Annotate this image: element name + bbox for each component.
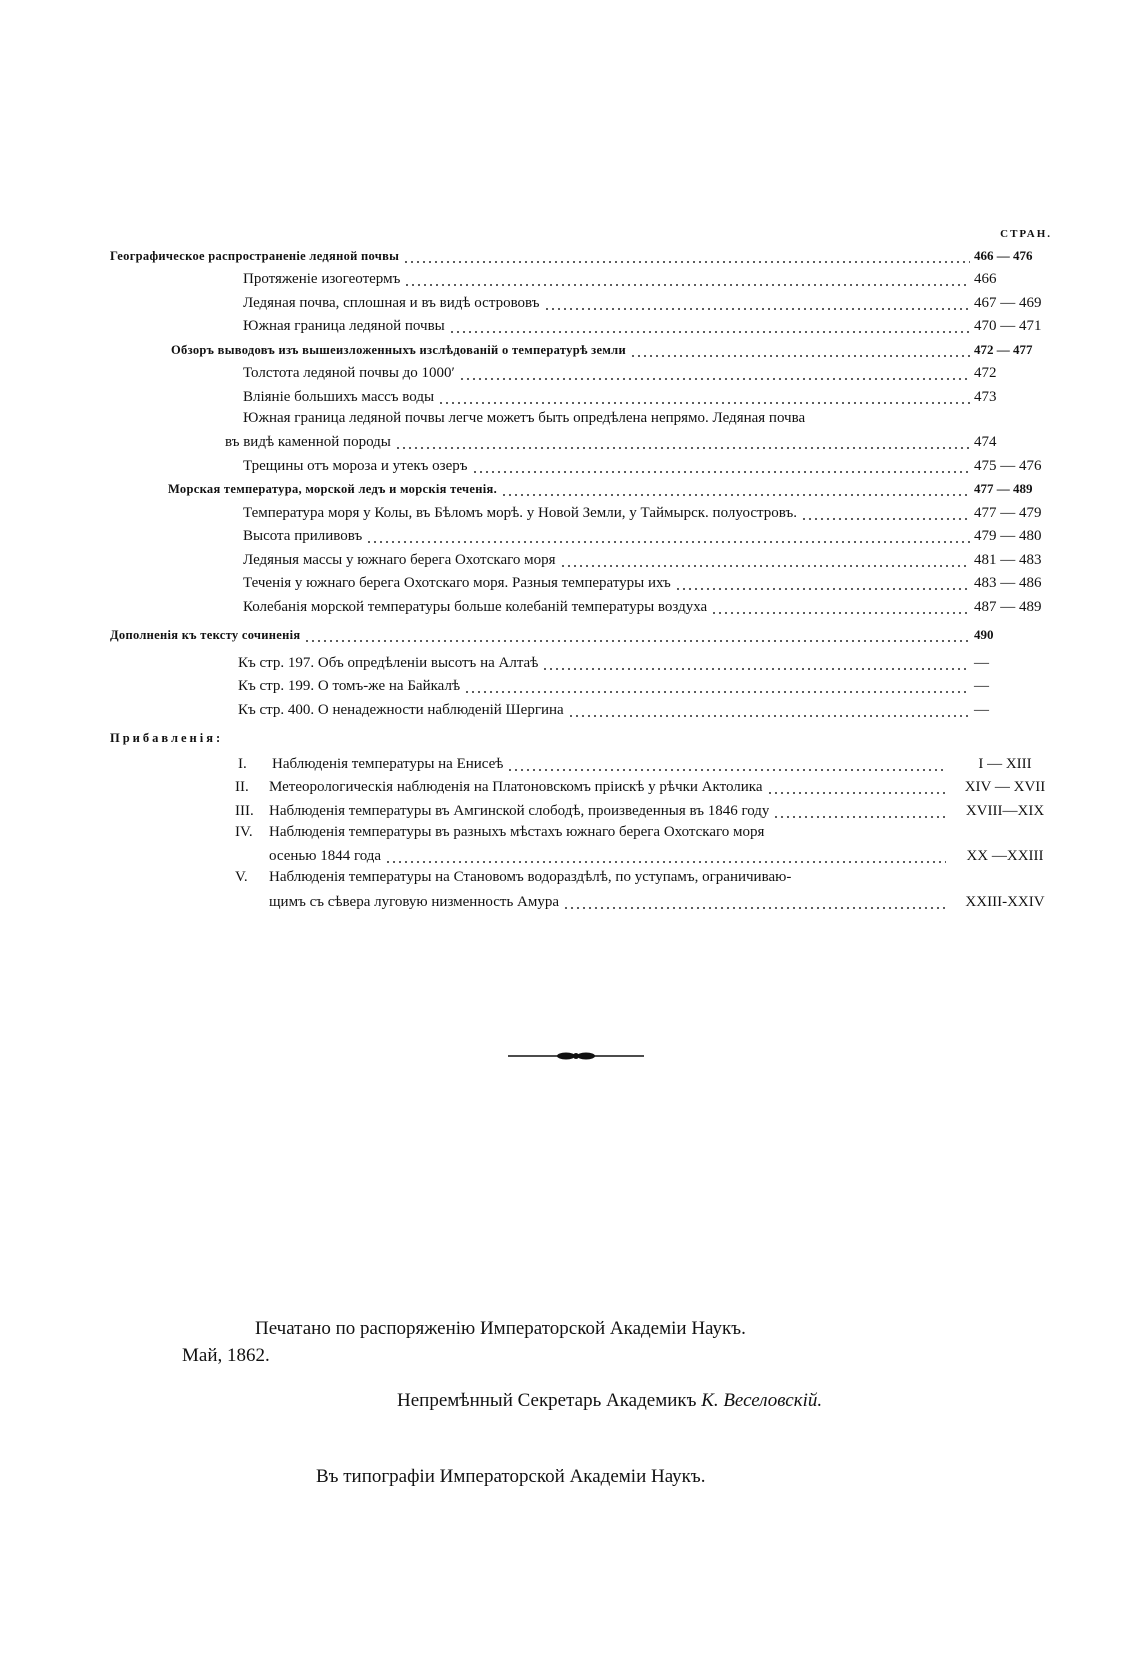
dot-leader xyxy=(560,550,970,570)
appendix-page-range: XXIII-XXIV xyxy=(965,893,1045,910)
toc-section xyxy=(110,476,1060,500)
secretary-signature-line xyxy=(397,1390,822,1412)
toc-entry-title: Къ стр. 400. О ненадежности наблюденій Шергина xyxy=(238,701,564,718)
dot-leader xyxy=(630,340,970,360)
table-of-contents xyxy=(110,226,1060,912)
toc-entry-title: Къ стр. 199. О томъ-же на Байкалѣ xyxy=(238,678,461,694)
toc-entry-title: Ледяная почва, сплошная и въ видѣ острововъ xyxy=(243,294,540,311)
toc-section-title: Морская температура, морской ледъ и морскія теченія. xyxy=(168,482,498,496)
toc-page-range: 472 xyxy=(974,365,997,381)
appendix-title xyxy=(235,777,763,797)
toc-section xyxy=(110,617,1060,645)
imprint-date-text: Май, 1862. xyxy=(182,1345,270,1366)
appendix-entry xyxy=(110,797,1060,821)
appendix-text: Наблюденія температуры на Становомъ водораздѣлѣ, по уступамъ, ограничиваю- xyxy=(269,869,792,885)
dot-leader xyxy=(568,700,970,720)
toc-entry xyxy=(110,523,1060,547)
toc-page-range: 472 — 477 xyxy=(974,341,1033,357)
toc-page-range: 467 — 469 xyxy=(974,294,1042,311)
press-line xyxy=(316,1466,706,1488)
print-date xyxy=(182,1345,270,1367)
dot-leader xyxy=(675,573,970,593)
toc-entry xyxy=(110,266,1060,290)
dot-leader xyxy=(385,846,946,866)
toc-entry xyxy=(110,383,1060,407)
dot-leader xyxy=(544,293,970,313)
toc-section xyxy=(110,336,1060,360)
toc-entry xyxy=(110,570,1060,594)
toc-entry-title: Ледяныя массы у южнаго берега Охотскаго моря xyxy=(243,551,556,568)
toc-page-range: 466 xyxy=(974,271,997,287)
dot-leader xyxy=(507,754,946,774)
dot-leader xyxy=(464,676,970,696)
secretary-name: К. Веселовскій. xyxy=(701,1390,823,1411)
appendix-text: Наблюденія температуры въ разныхъ мѣстахъ южнаго берега Охотскаго моря xyxy=(269,823,765,840)
toc-entry xyxy=(110,360,1060,384)
appendix-text: осенью 1844 года xyxy=(269,848,382,864)
toc-page-range: 490 xyxy=(974,626,994,642)
imprint-text: Печатано по распоряженію Императорской Академіи Наукъ. xyxy=(255,1318,746,1339)
toc-section-title: Географическое распространеніе ледяной почвы xyxy=(110,248,400,263)
dot-leader xyxy=(304,625,970,645)
toc-page-range: 487 — 489 xyxy=(974,598,1042,615)
dot-leader xyxy=(501,479,970,499)
toc-page-range: 483 — 486 xyxy=(974,575,1042,591)
toc-page-range: 477 — 479 xyxy=(974,504,1042,521)
toc-entry-title: Толстота ледяной почвы до 1000′ xyxy=(243,365,455,381)
appendix-page-range: XX —XXIII xyxy=(966,848,1044,864)
appendix-number: V. xyxy=(235,869,248,885)
ornament-divider-icon xyxy=(508,1050,644,1062)
appendix-text: Наблюденія температуры въ Амгинской слободѣ, произведенныя въ 1846 году xyxy=(269,802,770,819)
appendix-page-range: XIV — XVII xyxy=(964,779,1046,795)
appendix-page-range: I — XIII xyxy=(978,755,1032,772)
dot-leader xyxy=(459,363,970,383)
appendix-page-range: XVIII—XIX xyxy=(965,802,1045,819)
appendix-number: IV. xyxy=(235,823,253,840)
appendix-first-line xyxy=(110,821,1060,843)
dot-leader xyxy=(711,597,970,617)
toc-entry xyxy=(110,593,1060,617)
appendix-entry xyxy=(110,888,1060,912)
toc-entry-title: Южная граница ледяной почвы xyxy=(243,318,445,334)
appendix-number: I. xyxy=(238,755,247,772)
toc-entry-title: Трещины отъ мороза и утекъ озеръ xyxy=(243,457,468,474)
appendix-title xyxy=(238,754,503,774)
toc-entry-title: Температура моря у Колы, въ Бѣломъ морѣ. у Новой Земли, у Таймырск. полуостровъ. xyxy=(243,504,797,521)
toc-entry xyxy=(110,696,1060,720)
appendix-text: Метеорологическія наблюденія на Платоновскомъ пріискѣ у рѣчки Актолика xyxy=(269,779,763,795)
toc-page-range: 475 — 476 xyxy=(974,457,1042,474)
toc-entry xyxy=(110,546,1060,570)
toc-entry-title: Теченія у южнаго берега Охотскаго моря. Разныя температуры ихъ xyxy=(243,575,671,591)
appendix-number: II. xyxy=(235,779,249,795)
toc-entry-first-line: Южная граница ледяной почвы легче можетъ быть опредѣлена непрямо. Ледяная почва xyxy=(243,409,806,426)
toc-section-title: Обзоръ выводовъ изъ вышеизложенныхъ изслѣдованій о температурѣ земли xyxy=(171,342,626,357)
dot-leader xyxy=(773,801,946,821)
dot-leader xyxy=(438,387,970,407)
appendix-title xyxy=(235,801,769,821)
toc-entry-title: Протяженіе изогеотермъ xyxy=(243,271,401,287)
dot-leader xyxy=(542,653,970,673)
toc-entry-title: Вліяніе большихъ массъ воды xyxy=(243,388,435,405)
toc-entry-title: Колебанія морской температуры больше колебаній температуры воздуха xyxy=(243,598,708,615)
toc-entry xyxy=(110,673,1060,697)
toc-entry-title: Къ стр. 197. Объ опредѣленіи высотъ на Алтаѣ xyxy=(238,654,539,671)
dot-leader xyxy=(767,777,947,797)
appendix-number: III. xyxy=(235,802,254,819)
toc-page-range: 470 — 471 xyxy=(974,318,1042,334)
toc-entry xyxy=(110,429,1060,453)
appendix-text: Наблюденія температуры на Енисеѣ xyxy=(272,755,504,772)
toc-section xyxy=(110,242,1060,266)
toc-entry xyxy=(110,289,1060,313)
toc-page-range: — xyxy=(974,678,989,694)
toc-page-range: 474 xyxy=(974,434,997,450)
toc-entry xyxy=(110,313,1060,337)
secretary-title: Непремѣнный Секретарь Академикъ xyxy=(397,1390,697,1411)
dot-leader xyxy=(366,526,970,546)
toc-page-range: 481 — 483 xyxy=(974,551,1042,568)
printed-by-order-line xyxy=(255,1318,746,1340)
dot-leader xyxy=(404,269,970,289)
toc-page-range: — xyxy=(974,701,989,718)
toc-entry xyxy=(110,452,1060,476)
appendix-entry xyxy=(110,774,1060,798)
pages-column-header: СТРАН. xyxy=(1000,228,1052,240)
toc-page-range: 466 — 476 xyxy=(974,247,1033,263)
dot-leader xyxy=(801,503,970,523)
dot-leader xyxy=(403,246,970,266)
appendix-text: щимъ съ сѣвера луговую низменность Амура xyxy=(269,893,560,910)
toc-entry xyxy=(110,499,1060,523)
dot-leader xyxy=(449,316,970,336)
toc-section-title: Дополненія къ тексту сочиненія xyxy=(110,627,301,642)
appendix-entry xyxy=(110,843,1060,867)
toc-entry xyxy=(110,645,1060,673)
toc-page-range: 479 — 480 xyxy=(974,528,1042,544)
toc-page-range: — xyxy=(974,654,989,671)
appendix-entry xyxy=(110,748,1060,774)
toc-page-range: 473 xyxy=(974,388,997,405)
press-text: Въ типографіи Императорской Академіи Наукъ. xyxy=(316,1466,706,1487)
dot-leader xyxy=(395,432,970,452)
toc-page-range: 477 — 489 xyxy=(974,481,1033,496)
appendix-first-line xyxy=(110,866,1060,888)
dot-leader xyxy=(563,892,946,912)
toc-section xyxy=(110,720,1060,748)
dot-leader xyxy=(472,456,971,476)
toc-entry-title: Высота приливовъ xyxy=(243,528,363,544)
toc-section-title: Прибавленія: xyxy=(110,730,224,745)
toc-entry-title: въ видѣ каменной породы xyxy=(225,434,391,450)
